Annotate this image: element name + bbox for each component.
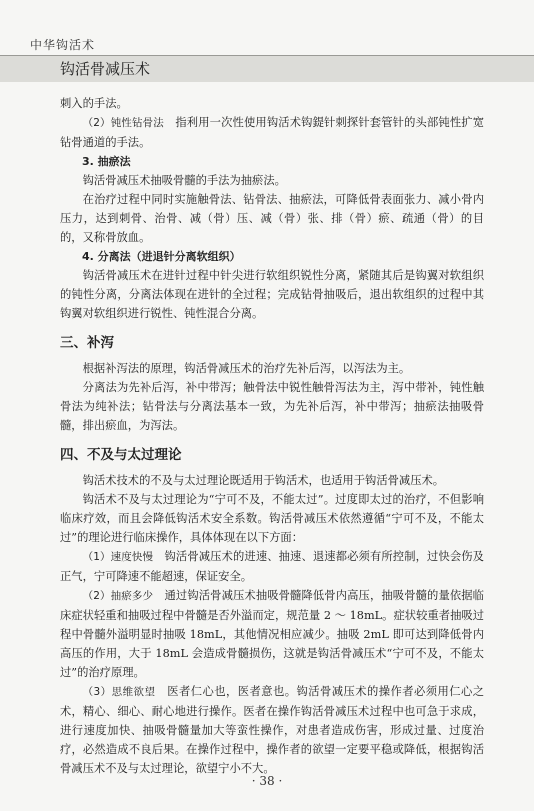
paragraph: 钩活骨减压术抽吸骨髓的手法为抽瘀法。 [82,174,286,187]
paragraph: 钩活骨减压术在进针过程中针尖进行软组织锐性分离，紧随其后是钩翼对软组织的钝性分离，分离法体现在进针的全过程；完成钻骨抽吸后，退出软组织的过程中其钩翼对软组织进行锐性、钝性混合分离。 [60,269,484,320]
term-label: （3）思维欲望 [82,686,156,698]
section-heading-tonify-reduce: 三、补泻 [60,335,114,351]
list-item-speed [60,547,484,586]
paragraph: 钩活术技术的不及与太过理论既适用于钩活术，也适用于钩活骨减压术。 [82,474,445,487]
subheading-separation: 4. 分离法（进退针分离软组织） [82,250,241,263]
section-heading-deficiency-excess: 四、不及与太过理论 [60,447,182,463]
term-label: （2）钝性钻骨法 [82,117,164,129]
list-item-aspiration-amount [60,586,484,682]
paragraph: 钩活术不及与太过理论为“宁可不及，不能太过”。过度即太过的治疗，不但影响临床疗效，而且会降低钩活术安全系数。钩活骨减压术依然遵循“宁可不及，不能太过”的理论进行临床操作，具体体现在以下方面： [60,493,484,544]
paragraph-text: 指利用一次性使用钩活术钩鍉针刺探针套管针的头部钝性扩宽钻骨通道的手法。 [60,116,484,149]
term-label: （1）速度快慢 [82,551,154,563]
paragraph: 在治疗过程中同时实施触骨法、钻骨法、抽瘀法，可降低骨表面张力、减小骨内压力，达到刺骨、治骨、减（骨）压、减（骨）张、排（骨）瘀、疏通（骨）的目的，又称骨放血。 [60,193,484,244]
term-label: （2）抽瘀多少 [82,590,154,602]
paragraph-blunt-drilling [60,113,484,152]
subheading-aspiration: 3. 抽瘀法 [82,155,131,168]
list-item-mindset [60,682,484,778]
paragraph-text: 医者仁心也，医者意也。钩活骨减压术的操作者必须用仁心之术，精心、细心、耐心地进行操作。医者在操作钩活骨减压术过程中也可急于求成，进行速度加快、抽吸骨髓量加大等蛮性操作，对患者造成伤害，形成过量、过度治疗，必然造成不良后果。在操作过程中，操作者的欲望一定要平稳或降低，根据钩活骨减压术不及与太过理论，欲望宁小不大。 [60,685,484,775]
paragraph-text: 钩活骨减压术的进速、抽速、退速都必须有所控制，过快会伤及正气，宁可降速不能超速，保证安全。 [60,550,484,583]
page-content [60,94,484,778]
section-tag: 钩活骨减压术 [60,60,151,78]
paragraph: 根据补泻法的原理，钩活骨减压术的治疗先补后泻，以泻法为主。 [82,362,411,375]
paragraph-text: 通过钩活骨减压术抽吸骨髓降低骨内高压，抽吸骨髓的量依据临床症状轻重和抽吸过程中骨髓是否外溢而定，规范量 2 ～ 18mL。症状较重者抽吸过程中骨髓外溢明显时抽吸 18mL，其他情况相应减少。抽吸 2mL 即可达到降低骨内高压的作用，大于 18mL 会造成骨髓损伤，这就是钩活骨减压术“宁可不及，不能太过”的治疗原理。 [60,589,484,679]
page-number: · 38 · [251,774,283,788]
paragraph: 分离法为先补后泻，补中带泻；触骨法中锐性触骨泻法为主，泻中带补，钝性触骨法为纯补法；钻骨法与分离法基本一致，为先补后泻，补中带泻；抽瘀法抽吸骨髓，排出瘀血，为泻法。 [60,381,484,432]
paragraph-continued: 刺入的手法。 [60,97,128,110]
series-title: 中华钩活术 [30,38,96,52]
